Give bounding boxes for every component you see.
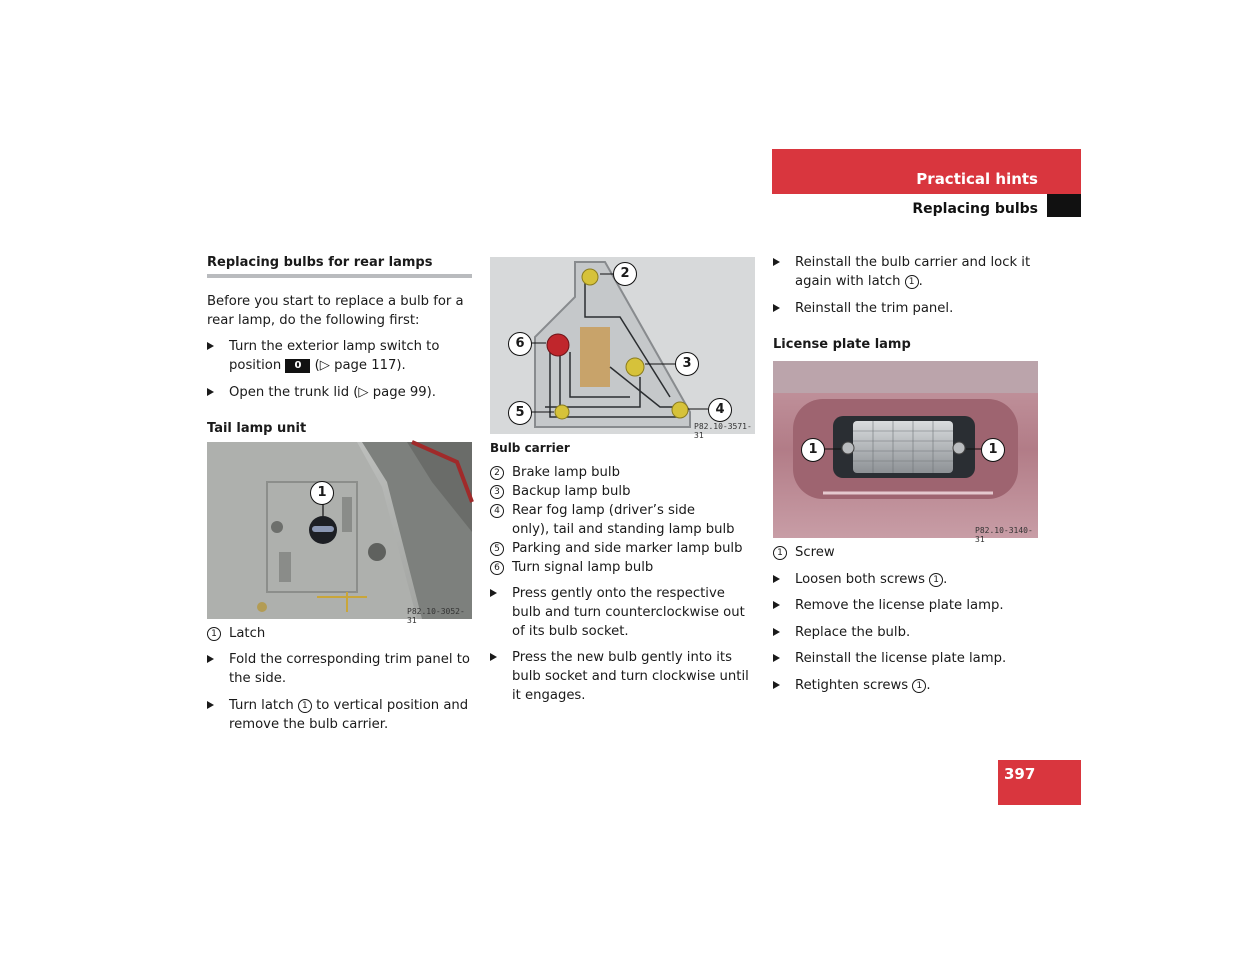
- bullet-arrow-icon: [207, 701, 214, 709]
- callout-screw-left: 1: [801, 438, 825, 462]
- bullet-arrow-icon: [773, 681, 780, 689]
- image-code: P82.10-3571-31: [694, 422, 752, 440]
- bulb-carrier-image: [490, 257, 755, 440]
- callout-6: 6: [508, 332, 532, 356]
- page-number: 397: [1004, 765, 1036, 783]
- callout-3: 3: [675, 352, 699, 376]
- column-1-lower: [207, 624, 472, 734]
- legend-screw: 1 Screw: [773, 543, 1038, 562]
- bullet-arrow-icon: [773, 304, 780, 312]
- bullet-arrow-icon: [773, 258, 780, 266]
- step-reinstall-trim: Reinstall the trim panel.: [773, 299, 1038, 318]
- section-title: Practical hints: [916, 170, 1038, 188]
- legend-latch: 1 Latch: [207, 624, 472, 643]
- step-reinstall-carrier: Reinstall the bulb carrier and lock it again with latch 1 .: [773, 253, 1038, 291]
- bullet-arrow-icon: [207, 342, 214, 350]
- heading-rule: [207, 274, 472, 278]
- step-loosen-screws: Loosen both screws 1 .: [773, 570, 1038, 589]
- image-code: P82.10-3052-31: [407, 607, 465, 625]
- step-remove-bulb: Press gently onto the respective bulb and turn counterclockwise out of its bulb socket.: [490, 584, 755, 641]
- legend-item: 4 Rear fog lamp (driver’s side only), tail and standing lamp bulb: [490, 501, 755, 539]
- legend-item: 3 Backup lamp bulb: [490, 482, 755, 501]
- step-remove-lamp: Remove the license plate lamp.: [773, 596, 1038, 615]
- bullet-arrow-icon: [490, 653, 497, 661]
- callout-5: 5: [508, 401, 532, 425]
- callout-4: 4: [708, 398, 732, 422]
- step-turn-latch: Turn latch 1 to vertical position and remove the bulb carrier.: [207, 696, 472, 734]
- callout-2: 2: [613, 262, 637, 286]
- bullet-arrow-icon: [773, 575, 780, 583]
- step-lamp-switch: Turn the exterior lamp switch to position 0 (▷ page 117).: [207, 337, 472, 375]
- tail-lamp-heading: Tail lamp unit: [207, 421, 307, 436]
- step-open-trunk: Open the trunk lid (▷ page 99).: [207, 383, 472, 402]
- column-3-lower: [773, 543, 1038, 695]
- legend-item: 2 Brake lamp bulb: [490, 463, 755, 482]
- step-fold-panel: Fold the corresponding trim panel to the side.: [207, 650, 472, 688]
- step-retighten-screws: Retighten screws 1 .: [773, 676, 1038, 695]
- step-replace-bulb: Replace the bulb.: [773, 623, 1038, 642]
- bullet-arrow-icon: [773, 654, 780, 662]
- tail-lamp-image: [207, 442, 472, 625]
- column-3: [773, 253, 1038, 354]
- legend-item: 6 Turn signal lamp bulb: [490, 558, 755, 577]
- intro-text: Before you start to replace a bulb for a rear lamp, do the following first:: [207, 294, 464, 328]
- bullet-arrow-icon: [207, 388, 214, 396]
- column-1: [207, 253, 472, 438]
- rear-lamps-heading: Replacing bulbs for rear lamps: [207, 255, 433, 270]
- bulb-carrier-caption: Bulb carrier: [490, 441, 570, 455]
- subsection-title: Replacing bulbs: [912, 201, 1038, 217]
- legend-item: 5 Parking and side marker lamp bulb: [490, 539, 755, 558]
- callout-screw-right: 1: [981, 438, 1005, 462]
- step-reinstall-lamp: Reinstall the license plate lamp.: [773, 649, 1038, 668]
- license-lamp-heading: License plate lamp: [773, 337, 911, 352]
- callout-latch: 1: [310, 481, 334, 505]
- bulb-legend: [490, 463, 755, 577]
- column-2: [490, 439, 755, 705]
- bullet-arrow-icon: [773, 601, 780, 609]
- bullet-arrow-icon: [773, 628, 780, 636]
- image-code: P82.10-3140-31: [975, 526, 1033, 544]
- bullet-arrow-icon: [207, 655, 214, 663]
- switch-position-key: 0: [285, 359, 310, 373]
- license-lamp-image: [773, 361, 1038, 544]
- header-black-tab: [1047, 194, 1081, 217]
- bullet-arrow-icon: [490, 589, 497, 597]
- step-insert-bulb: Press the new bulb gently into its bulb socket and turn clockwise until it engages.: [490, 648, 755, 705]
